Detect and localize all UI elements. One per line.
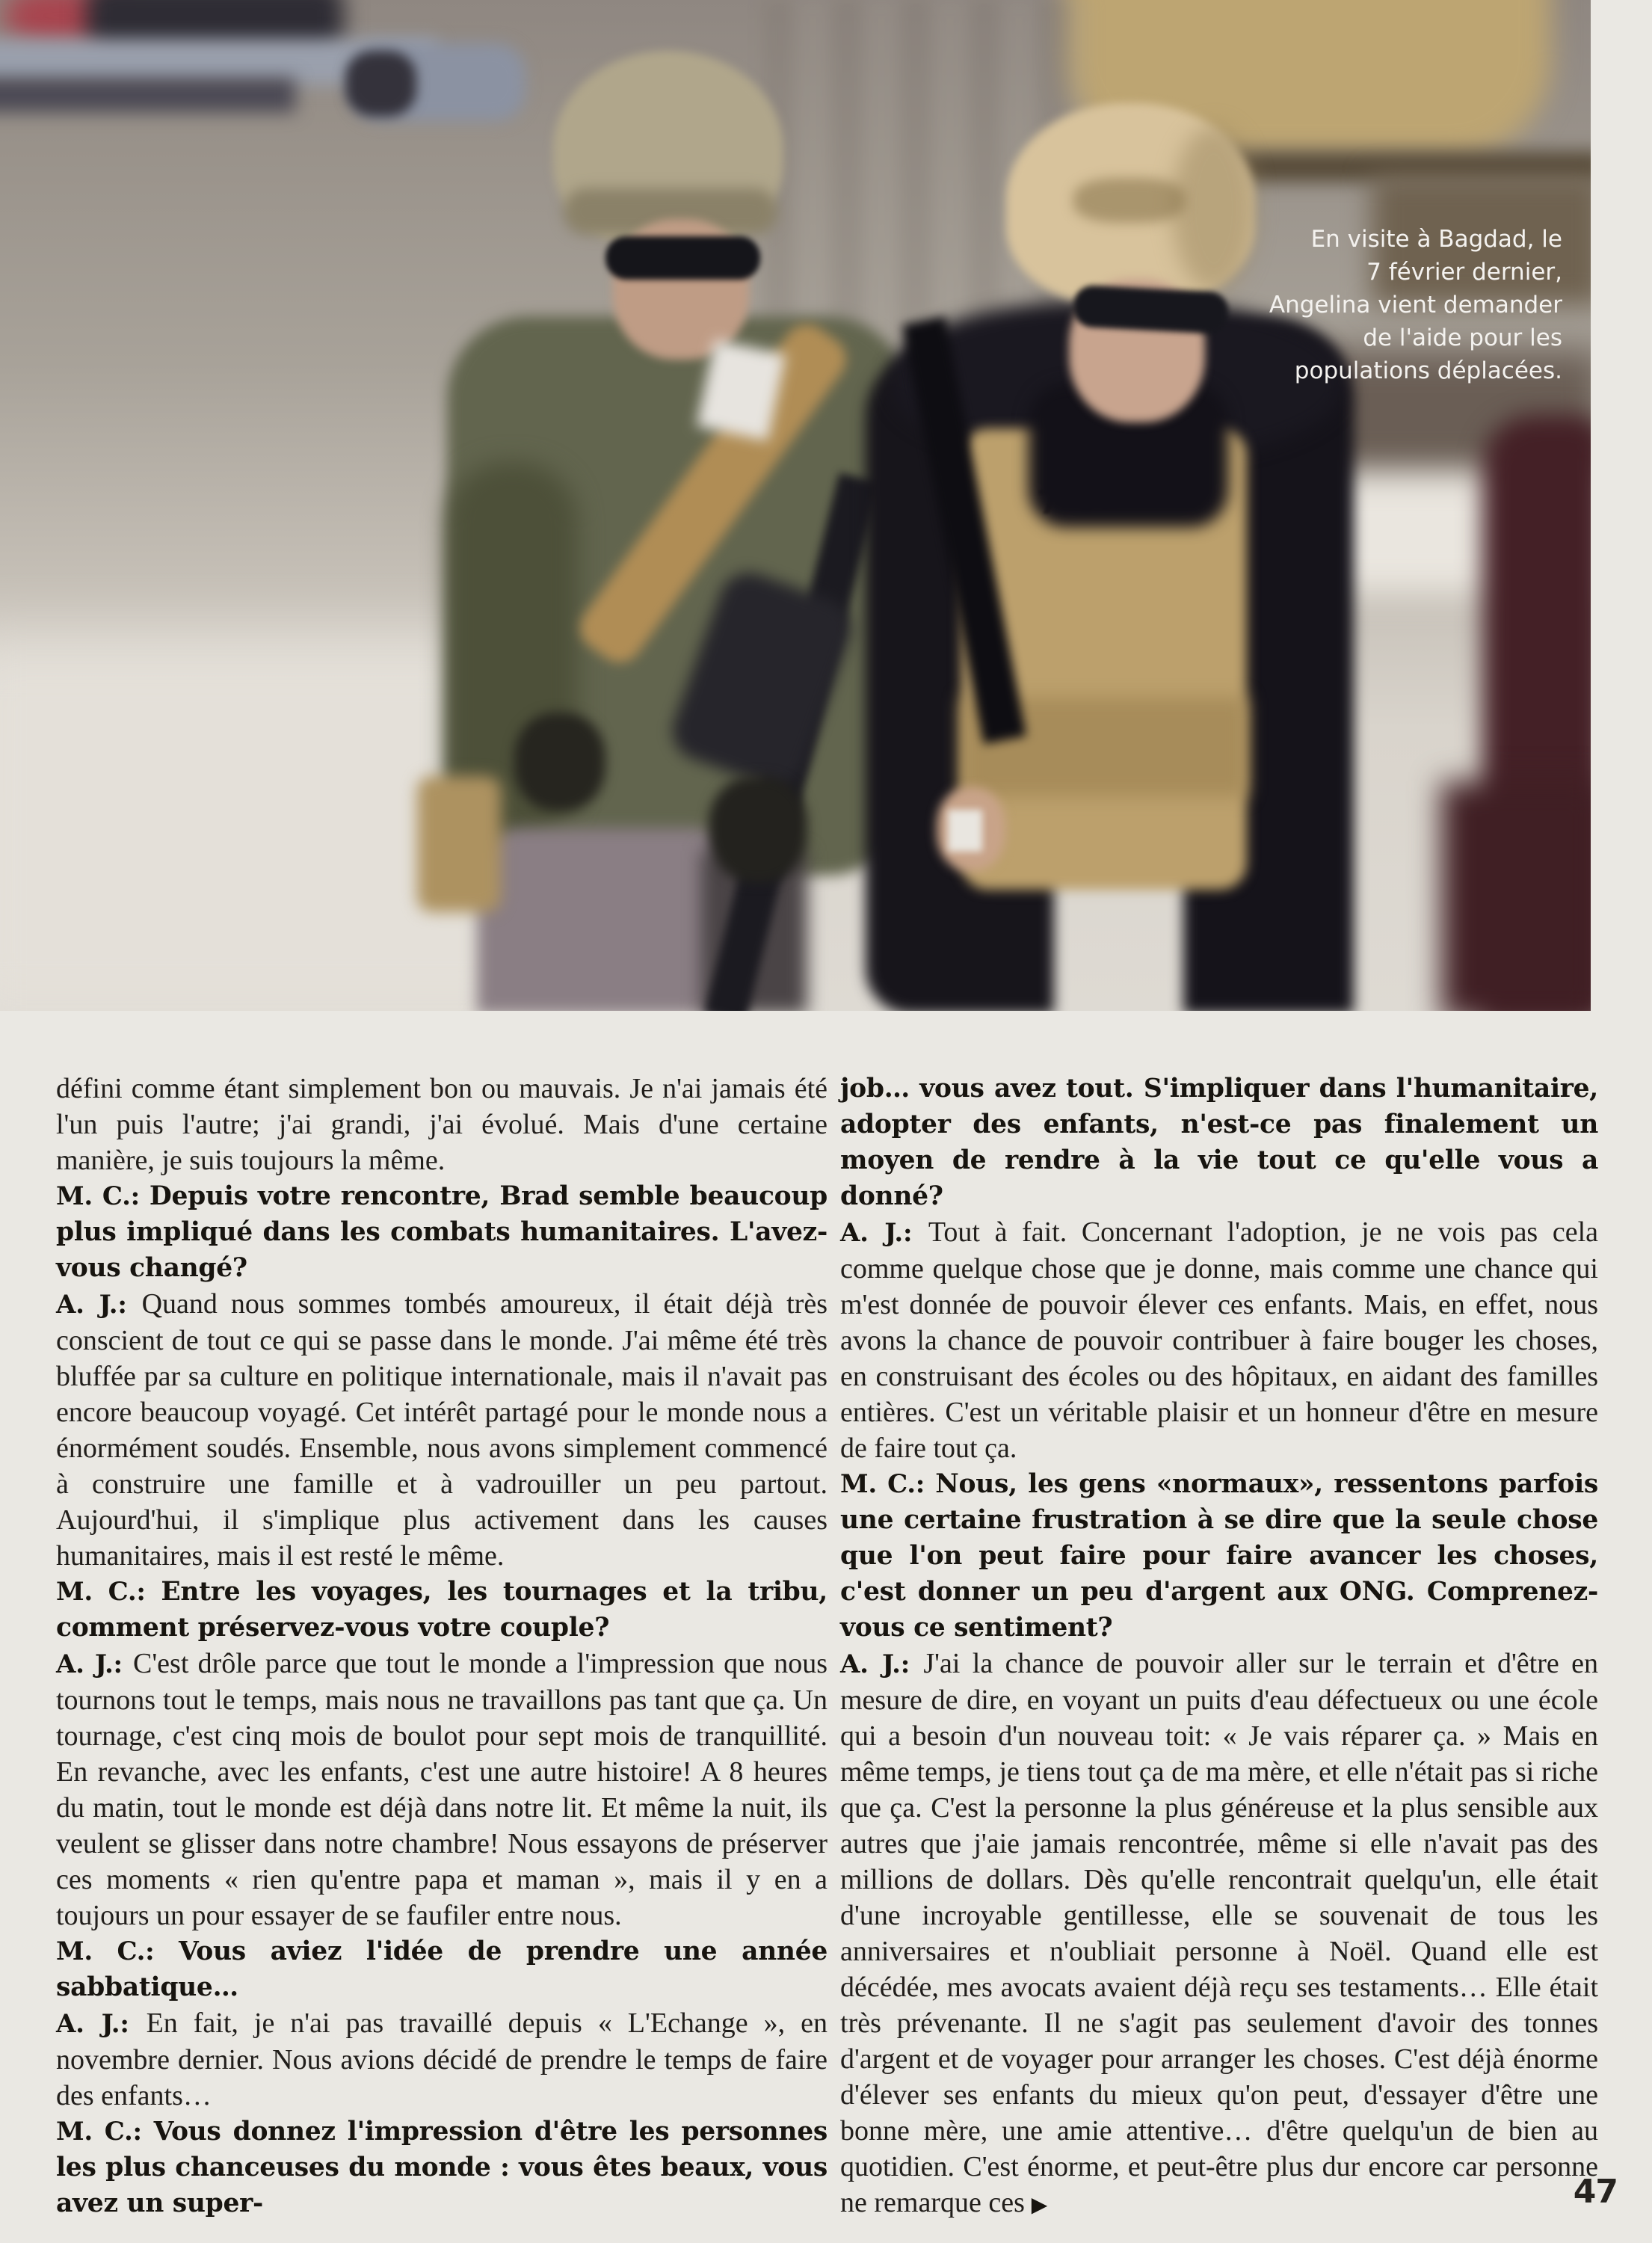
car-mirror-tip-shape	[345, 51, 416, 117]
photo-caption-line: Angelina vient demander	[1269, 292, 1562, 319]
speaker-label: A. J.:	[56, 2009, 147, 2039]
photo-caption-line: de l'aide pour les	[1363, 324, 1562, 351]
speaker-label: A. J.:	[840, 1218, 928, 1248]
speaker-label: M. C.:	[56, 1577, 161, 1607]
photo-bagdad	[0, 0, 1591, 1011]
interview-question: job… vous avez tout. S'impliquer dans l'humanitaire, adopter des enfants, n'est-ce pas finalement un moyen de rendre à la vie tout ce qu'elle vous a donné?	[840, 1074, 1598, 1211]
article-column-left	[56, 1071, 827, 2221]
speaker-label: M. C.:	[56, 2117, 154, 2147]
soldier-sunglasses	[605, 236, 760, 280]
continue-arrow-icon: ▶	[1024, 2192, 1048, 2217]
interview-question: M. C.: Vous aviez l'idée de prendre une année sabbatique…	[56, 1936, 827, 2002]
photo-caption-line: 7 février dernier,	[1366, 259, 1562, 286]
interview-answer: A. J.: J'ai la chance de pouvoir aller sur le terrain et d'être en mesure de dire, en voyant un puits d'eau défectueux ou une école qui a besoin d'un nouveau toit: « Je vais réparer ça. » Mais en même temps, je tiens tout ça de ma mère, et elle n'était pas si riche que ça. C'est la personne la plus généreuse et la plus sensible aux autres que j'aie jamais rencontrée, même si elle n'avait pas des millions de dollars. Dès qu'elle rencontrait quelqu'un, elle était d'une incroyable gentillesse, elle se souvenait de tous les anniversaires et n'oubliait personne à Noël. Quand elle est décédée, mes avocats avaient déjà reçu ses testaments… Elle était très prévenante. Il ne s'agit pas seulement d'avoir des tonnes d'argent et de voyager pour arranger les choses. C'est déjà énorme d'élever ses enfants du mieux qu'on peut, d'essayer d'être une bonne mère, une amie attentive… d'être quelqu'un de bien au quotidien. C'est énorme, et peut-être plus dur encore car personne ne remarque ces ▶	[840, 1648, 1598, 2218]
speaker-label: M. C.:	[56, 1181, 150, 1211]
interview-question: M. C.: Entre les voyages, les tournages et la tribu, comment préservez-vous votre couple?	[56, 1577, 827, 1643]
speaker-label: A. J.:	[56, 1649, 133, 1679]
car-bar-dark-shape	[0, 78, 295, 112]
speaker-label: M. C.:	[840, 1469, 936, 1499]
photo-caption	[1203, 223, 1562, 387]
interview-answer: A. J.: Tout à fait. Concernant l'adoption, je ne vois pas cela comme quelque chose que je donne, mais comme une chance qui m'est donnée de pouvoir élever ces enfants. Mais, en effet, nous avons la chance de pouvoir contribuer à faire bouger les choses, en construisant des écoles ou des hôpitaux, en aidant des familles entières. C'est un véritable plaisir et un honneur d'être en mesure de faire tout ça.	[840, 1216, 1598, 1464]
speaker-label: A. J.:	[56, 1290, 142, 1320]
interview-question: M. C.: Nous, les gens «normaux», ressentons parfois une certaine frustration à se dire que la seule chose que l'on peut faire pour faire avancer les choses, c'est donner un peu d'argent aux ONG. Comprenez-vous ce sentiment?	[840, 1469, 1598, 1643]
photo-caption-line: En visite à Bagdad, le	[1310, 226, 1562, 253]
interview-answer: A. J.: En fait, je n'ai pas travaillé depuis « L'Echange », en novembre dernier. Nous avions décidé de prendre le temps de faire des enfants…	[56, 2007, 827, 2111]
interview-answer: défini comme étant simplement bon ou mauvais. Je n'ai jamais été l'un puis l'autre; j'ai grandi, j'ai évolué. Mais d'une certaine manière, je suis toujours la même.	[56, 1073, 827, 1176]
angelina-hand-item	[948, 810, 982, 852]
photo-caption-line: populations déplacées.	[1294, 357, 1562, 384]
page-number: 47	[1573, 2173, 1618, 2211]
angelina-helmet-cover-fold	[1073, 178, 1186, 223]
article-column-right	[840, 1071, 1598, 2223]
speaker-label: A. J.:	[840, 1649, 924, 1679]
soldier-glove-right	[709, 776, 807, 882]
interview-question: M. C.: Depuis votre rencontre, Brad semble beaucoup plus impliqué dans les combats humanitaires. L'avez-vous changé?	[56, 1181, 827, 1283]
soldier-glove-left	[514, 713, 605, 811]
speaker-label: M. C.:	[56, 1936, 179, 1966]
interview-question: M. C.: Vous donnez l'impression d'être les personnes les plus chanceuses du monde : vous êtes beaux, vous avez un super-	[56, 2117, 827, 2218]
interview-answer: A. J.: C'est drôle parce que tout le monde a l'impression que nous tournons tout le temps, mais nous ne travaillons pas tant que ça. Un tournage, c'est cinq mois de boulot pour sept mois de tranquillité. En revanche, avec les enfants, c'est une autre histoire! A 8 heures du matin, tout le monde est déjà dans notre lit. Et même la nuit, ils veulent se glisser dans notre chambre! Nous essayons de préserver ces moments « rien qu'entre papa et maman », mais il y en a toujours un pour essayer de se faufiler entre nous.	[56, 1648, 827, 1931]
bystander-figure-lower	[1441, 781, 1591, 1011]
soldier-hip-pouch	[417, 776, 501, 912]
interview-answer: A. J.: Quand nous sommes tombés amoureux, il était déjà très conscient de tout ce qui se passe dans le monde. J'ai même été très bluffée par sa culture en politique internationale, mais il n'avait pas encore beaucoup voyagé. Cet intérêt partagé pour le monde nous a énormément soudés. Ensemble, nous avons simplement commencé à construire une famille et à vadrouiller un peu partout. Aujourd'hui, il s'implique plus activement dans les causes humanitaires, mais il est resté le même.	[56, 1288, 827, 1572]
